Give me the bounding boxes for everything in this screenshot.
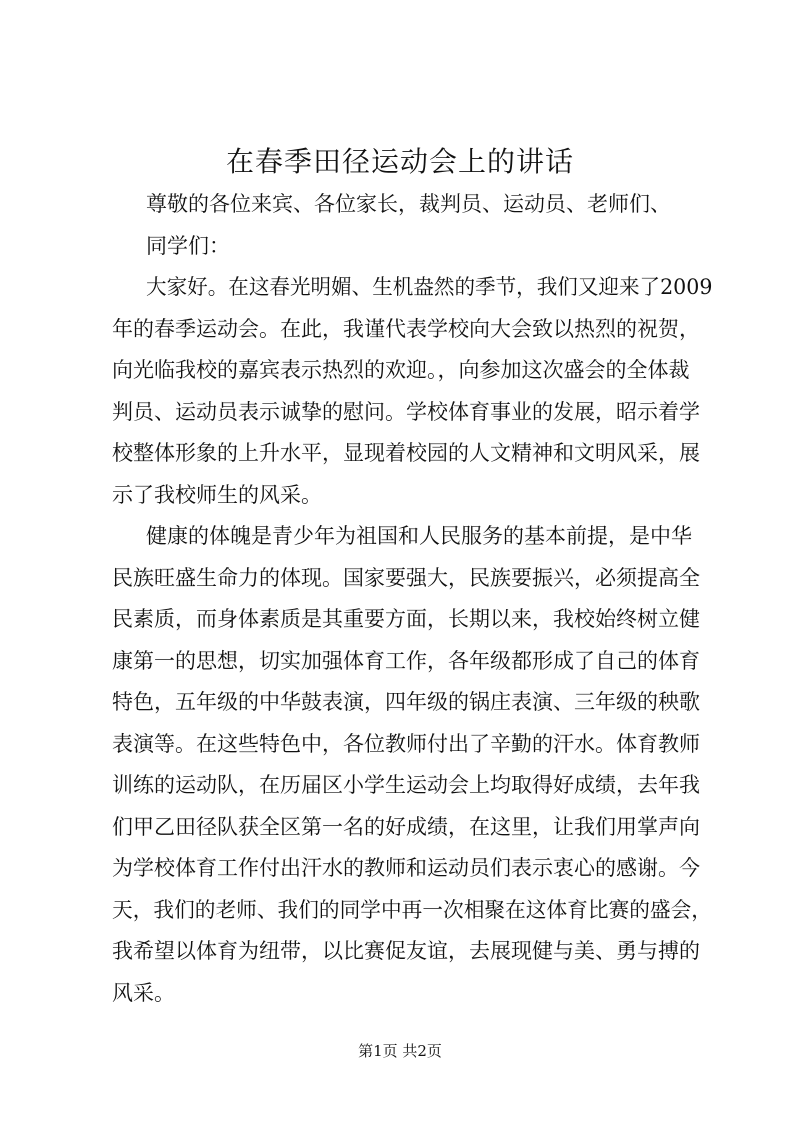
paragraph-2-line-5: 特色，五年级的中华鼓表演，四年级的锅庄表演、三年级的秧歌 [112, 690, 700, 714]
paragraph-2-line-9: 为学校体育工作付出汗水的教师和运动员们表示衷心的感谢。今 [112, 856, 700, 880]
paragraph-2-line-12: 风采。 [112, 981, 175, 1005]
paragraph-2-line-3: 民素质，而身体素质是其重要方面，长期以来，我校始终树立健 [112, 607, 700, 631]
paragraph-2-line-2: 民族旺盛生命力的体现。国家要强大，民族要振兴，必须提高全 [112, 566, 700, 590]
salutation-line-1: 尊敬的各位来宾、各位家长，裁判员、运动员、老师们、 [146, 192, 671, 216]
paragraph-2-line-10: 天，我们的老师、我们的同学中再一次相聚在这体育比赛的盛会， [112, 898, 712, 922]
paragraph-2-line-7: 训练的运动队，在历届区小学生运动会上均取得好成绩，去年我 [112, 773, 700, 797]
paragraph-1-line-1: 大家好。在这春光明媚、生机盎然的季节，我们又迎来了2009 [146, 275, 713, 299]
paragraph-1-line-6: 示了我校师生的风采。 [112, 483, 322, 507]
paragraph-1-line-5: 校整体形象的上升水平，显现着校园的人文精神和文明风采，展 [112, 441, 700, 465]
paragraph-1-line-2: 年的春季运动会。在此，我谨代表学校向大会致以热烈的祝贺， [112, 317, 700, 341]
paragraph-1-line-4: 判员、运动员表示诚挚的慰问。学校体育事业的发展，昭示着学 [112, 400, 700, 424]
paragraph-2-line-1: 健康的体魄是青少年为祖国和人民服务的基本前提，是中华 [146, 524, 692, 548]
paragraph-2-line-6: 表演等。在这些特色中，各位教师付出了辛勤的汗水。体育教师 [112, 732, 700, 756]
paragraph-2-line-8: 们甲乙田径队获全区第一名的好成绩，在这里，让我们用掌声向 [112, 815, 700, 839]
paragraph-2-line-11: 我希望以体育为纽带，以比赛促友谊，去展现健与美、勇与搏的 [112, 939, 700, 963]
paragraph-1-line-3: 向光临我校的嘉宾表示热烈的欢迎。，向参加这次盛会的全体裁 [112, 358, 690, 382]
salutation-line-2: 同学们： [146, 234, 230, 258]
document-title: 在春季田径运动会上的讲话 [225, 145, 574, 178]
page-number-footer: 第1页 共2页 [358, 1042, 442, 1060]
paragraph-2-line-4: 康第一的思想，切实加强体育工作，各年级都形成了自己的体育 [112, 649, 700, 673]
